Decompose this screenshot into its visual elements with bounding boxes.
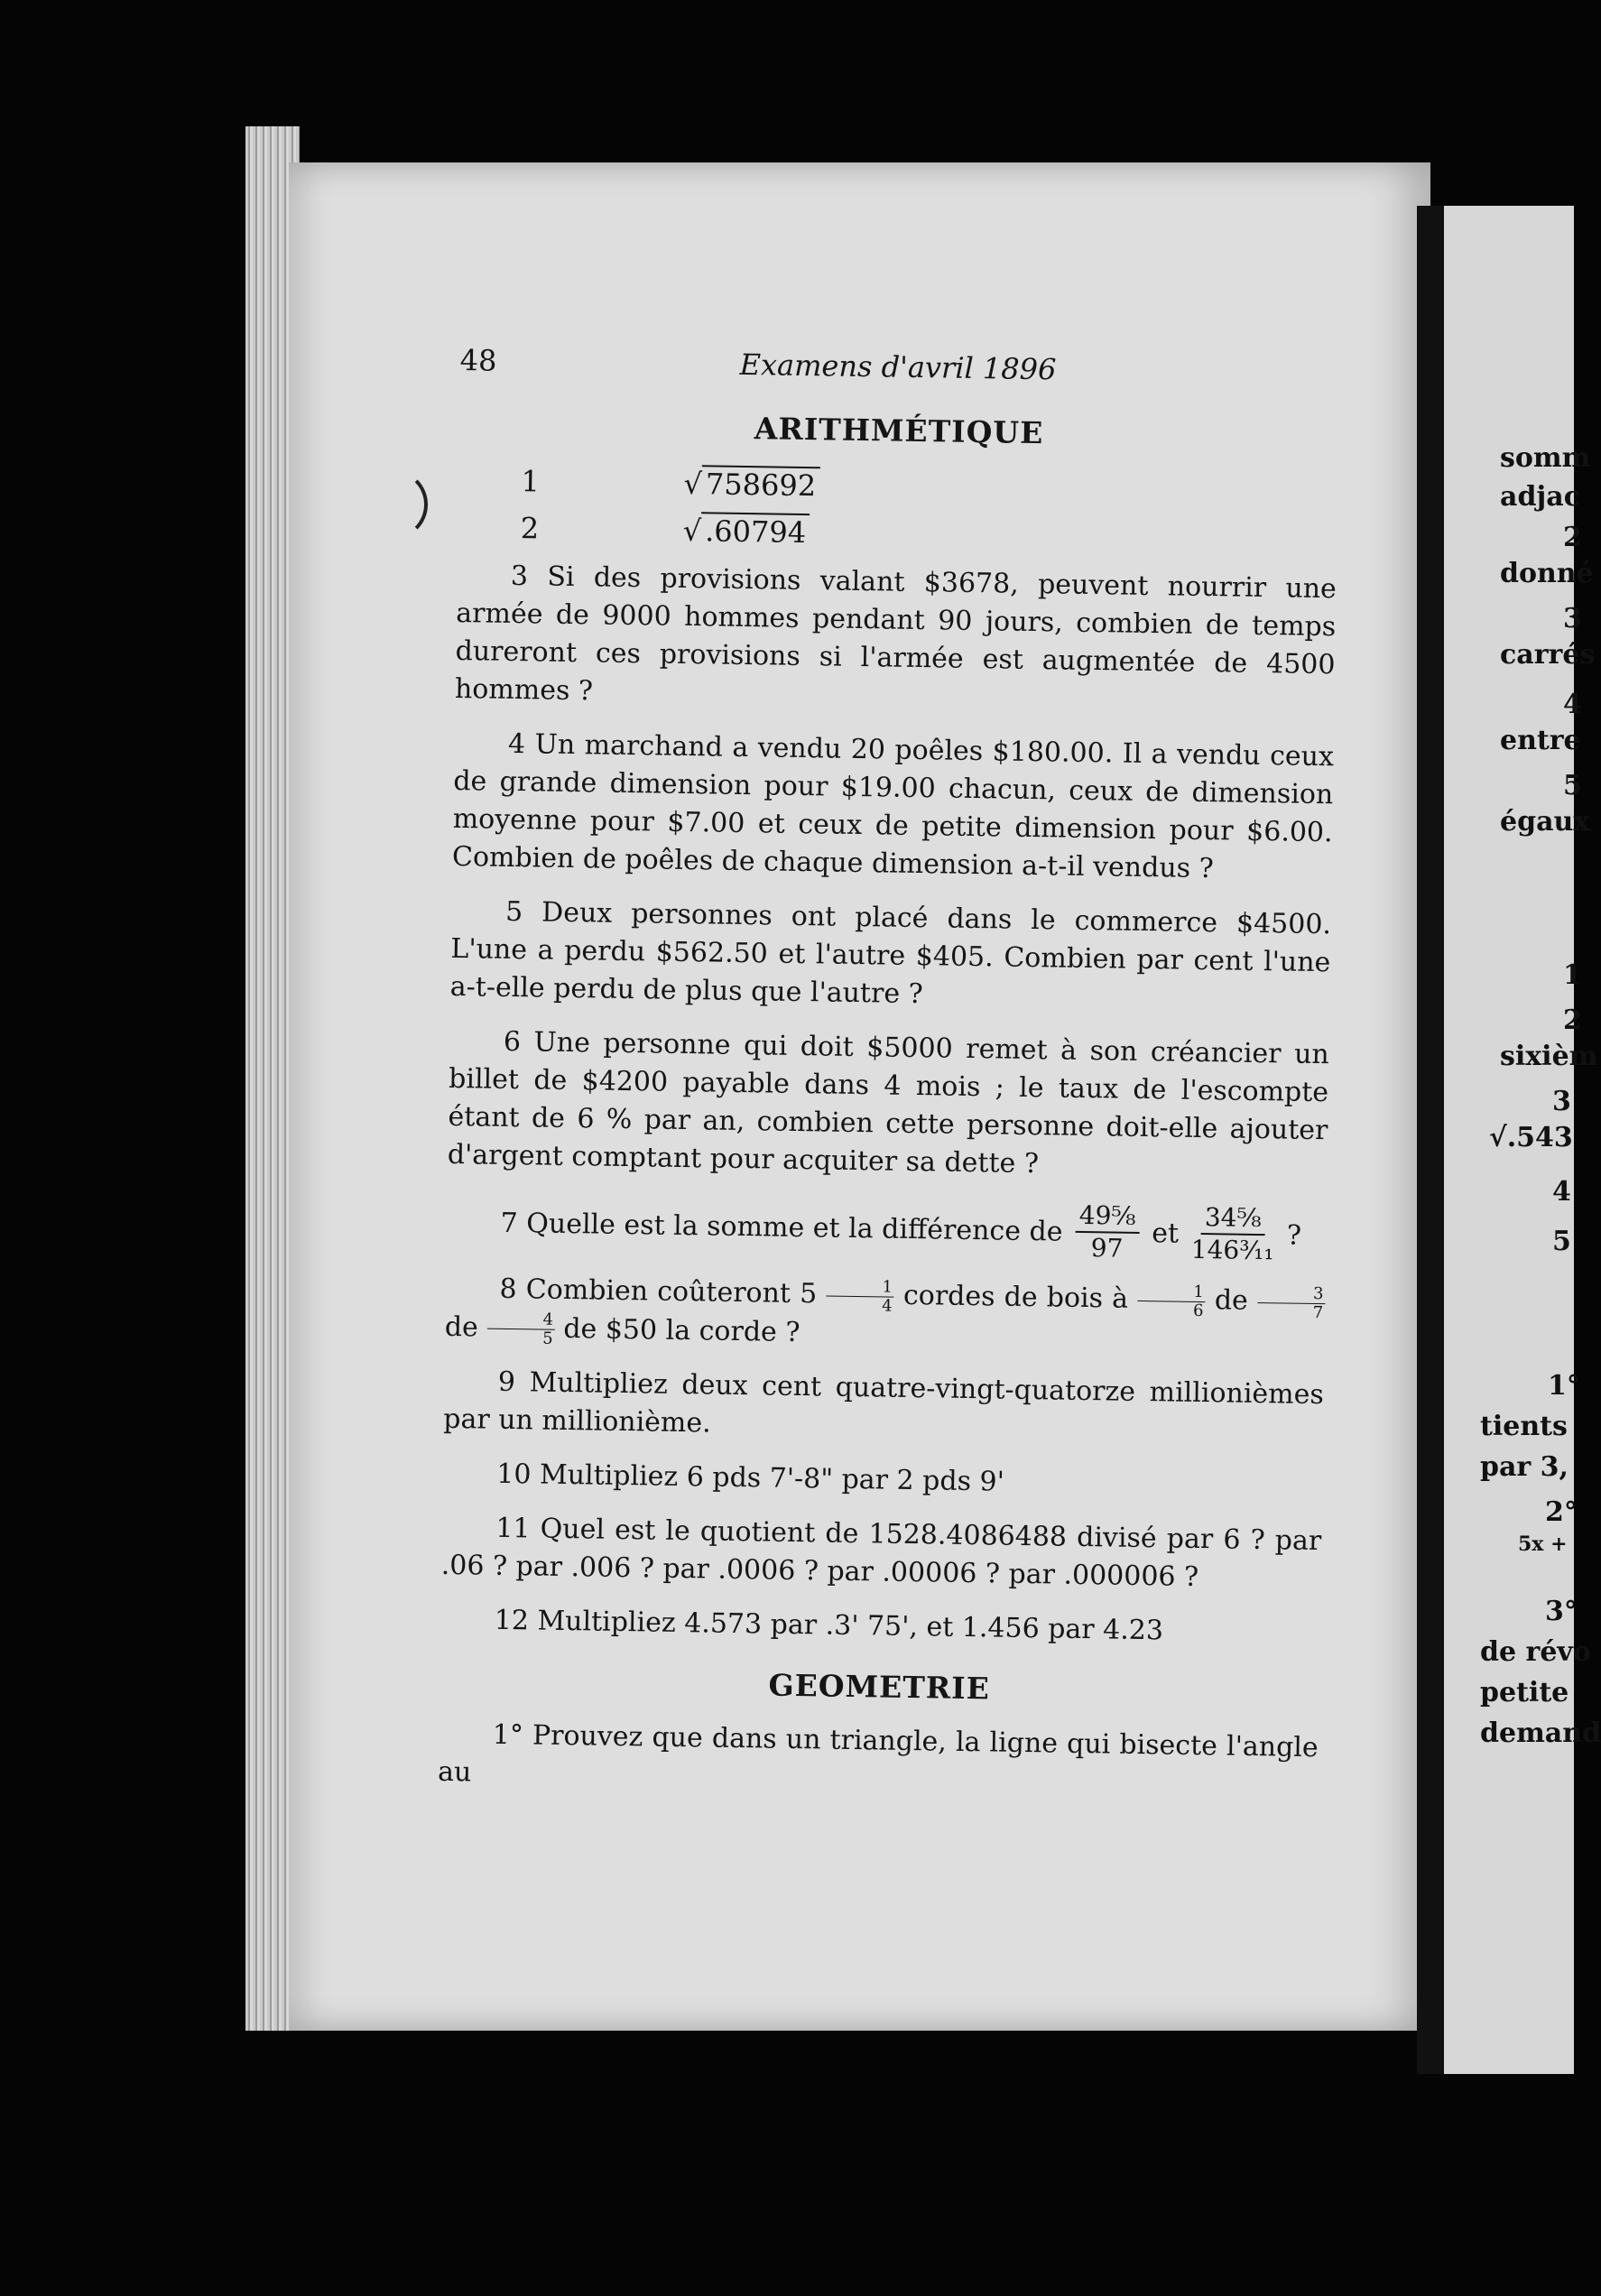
q8-text-c: de bbox=[1214, 1284, 1249, 1317]
subsection-title: GEOMETRIE bbox=[768, 1667, 991, 1707]
page-number: 48 bbox=[459, 343, 497, 378]
facing-line: 1 bbox=[1563, 959, 1582, 991]
facing-line: 3 bbox=[1552, 1086, 1571, 1117]
denominator: 7 bbox=[1312, 1302, 1324, 1322]
root-number: 2 bbox=[520, 511, 540, 546]
question-10: 10 Multipliez 6 pds 7'-8" par 2 pds 9' bbox=[496, 1458, 1005, 1498]
q8-text-e: de $50 la corde ? bbox=[563, 1312, 800, 1348]
q7-join: et bbox=[1151, 1217, 1180, 1250]
denominator: 4 bbox=[882, 1295, 893, 1316]
facing-line: entre bbox=[1500, 725, 1581, 756]
radical-sign: √ bbox=[683, 466, 703, 502]
root-number: 1 bbox=[521, 464, 541, 499]
facing-line: carrés bbox=[1500, 639, 1596, 671]
denominator: 6 bbox=[1192, 1301, 1204, 1320]
question-12: 12 Multipliez 4.573 par .3' 75', et 1.456 par 4.23 bbox=[494, 1604, 1164, 1647]
fraction bbox=[1191, 1202, 1275, 1266]
question-3: 3 Si des provisions valant $3678, peuvent nourrir une armée de 9000 hommes pendant 90 jours, combien de temps dureront ces provisions si l'armée est augmentée de 4500 hommes ? bbox=[454, 560, 1337, 708]
numerator: 49⅝ bbox=[1075, 1200, 1139, 1234]
facing-line: par 3, bbox=[1480, 1451, 1569, 1483]
fraction bbox=[486, 1310, 555, 1348]
q8-text-b: cordes de bois à bbox=[902, 1279, 1129, 1315]
geometry-question-1: 1° Prouvez que dans un triangle, la ligne qui bisecte l'angle au bbox=[437, 1718, 1319, 1789]
facing-line: sixièm bbox=[1500, 1041, 1598, 1072]
section-title: ARITHMÉTIQUE bbox=[754, 411, 1044, 451]
facing-line: 2 bbox=[1563, 1004, 1582, 1036]
facing-line: égaux bbox=[1500, 806, 1590, 838]
facing-line: demand bbox=[1480, 1717, 1601, 1749]
facing-line: 5 bbox=[1552, 1226, 1571, 1257]
facing-line: 3 bbox=[1563, 603, 1582, 634]
facing-line: 2° bbox=[1545, 1496, 1578, 1528]
denominator: 97 bbox=[1090, 1233, 1124, 1264]
facing-line: √.543 bbox=[1489, 1122, 1573, 1153]
numerator: 1 bbox=[826, 1277, 894, 1297]
denominator: 5 bbox=[542, 1329, 553, 1348]
facing-line: somm bbox=[1500, 442, 1591, 474]
facing-page bbox=[1444, 206, 1601, 2074]
question-5: 5 Deux personnes ont placé dans le commerce $4500. L'une a perdu $562.50 et l'autre $405. Combien par cent l'une a-t-elle perdu de plus que l'autre ? bbox=[449, 895, 1332, 1011]
radicand: .60794 bbox=[701, 512, 810, 550]
fraction bbox=[1137, 1282, 1206, 1319]
facing-line: de révo bbox=[1480, 1636, 1591, 1668]
facing-line: 5x + bbox=[1518, 1532, 1568, 1556]
facing-line: donné bbox=[1500, 558, 1594, 589]
q7-text: 7 Quelle est la somme et la différence de bbox=[500, 1207, 1063, 1248]
question-9: 9 Multipliez deux cent quatre-vingt-quatorze millionièmes par un millionième. bbox=[442, 1366, 1325, 1440]
left-page bbox=[289, 162, 1430, 2031]
facing-line: 4 bbox=[1552, 1176, 1571, 1208]
question-11: 11 Quel est le quotient de 1528.4086488 divisé par 6 ? par .06 ? par .006 ? par .0006 ? par .00006 ? par .000006 ? bbox=[440, 1512, 1322, 1594]
q8-text-a: 8 Combien coûteront 5 bbox=[499, 1273, 818, 1310]
root-expression bbox=[682, 514, 810, 550]
fraction bbox=[826, 1277, 894, 1315]
fraction bbox=[1257, 1284, 1326, 1322]
facing-line: adjac bbox=[1500, 481, 1580, 513]
radical-sign: √ bbox=[682, 513, 702, 549]
fraction bbox=[1075, 1200, 1140, 1264]
facing-line: petite bbox=[1480, 1677, 1569, 1708]
facing-line: 4 bbox=[1563, 689, 1582, 720]
question-7 bbox=[500, 1191, 1327, 1267]
question-4: 4 Un marchand a vendu 20 poêles $180.00. Il a vendu ceux de grande dimension pour $19.00 chacun, ceux de dimension moyenne pour $7.00 et ceux de petite dimension pour $6.00. Combien de poêles de chaque dimension a-t-il vendus ? bbox=[451, 727, 1335, 885]
facing-line: tients bbox=[1480, 1411, 1568, 1442]
question-6: 6 Une personne qui doit $5000 remet à son créancier un billet de $4200 payable dans 4 mois ; le taux de l'escompte étant de 6 % par an, combien cette personne doit-elle ajouter d'argent comptant pour acquiter sa dette ? bbox=[447, 1025, 1330, 1180]
facing-line: 1° bbox=[1548, 1370, 1580, 1402]
root-expression bbox=[683, 467, 819, 503]
numerator: 4 bbox=[486, 1310, 555, 1330]
facing-line: 2 bbox=[1563, 522, 1582, 553]
denominator: 146³⁄₁₁ bbox=[1190, 1234, 1274, 1266]
page-content bbox=[438, 343, 1340, 1821]
q7-suffix: ? bbox=[1286, 1219, 1302, 1252]
facing-line: 5 bbox=[1563, 770, 1582, 801]
facing-line: 3° bbox=[1545, 1596, 1578, 1627]
question-8 bbox=[445, 1270, 1326, 1360]
numerator: 1 bbox=[1137, 1282, 1206, 1301]
q8-text-d: de bbox=[444, 1310, 479, 1343]
book-gutter bbox=[1417, 206, 1444, 2074]
running-title: Examens d'avril 1896 bbox=[739, 347, 1057, 387]
page-header bbox=[459, 343, 1340, 411]
numerator: 34⅝ bbox=[1201, 1202, 1265, 1236]
radicand: 758692 bbox=[702, 465, 820, 503]
numerator: 3 bbox=[1257, 1284, 1326, 1304]
